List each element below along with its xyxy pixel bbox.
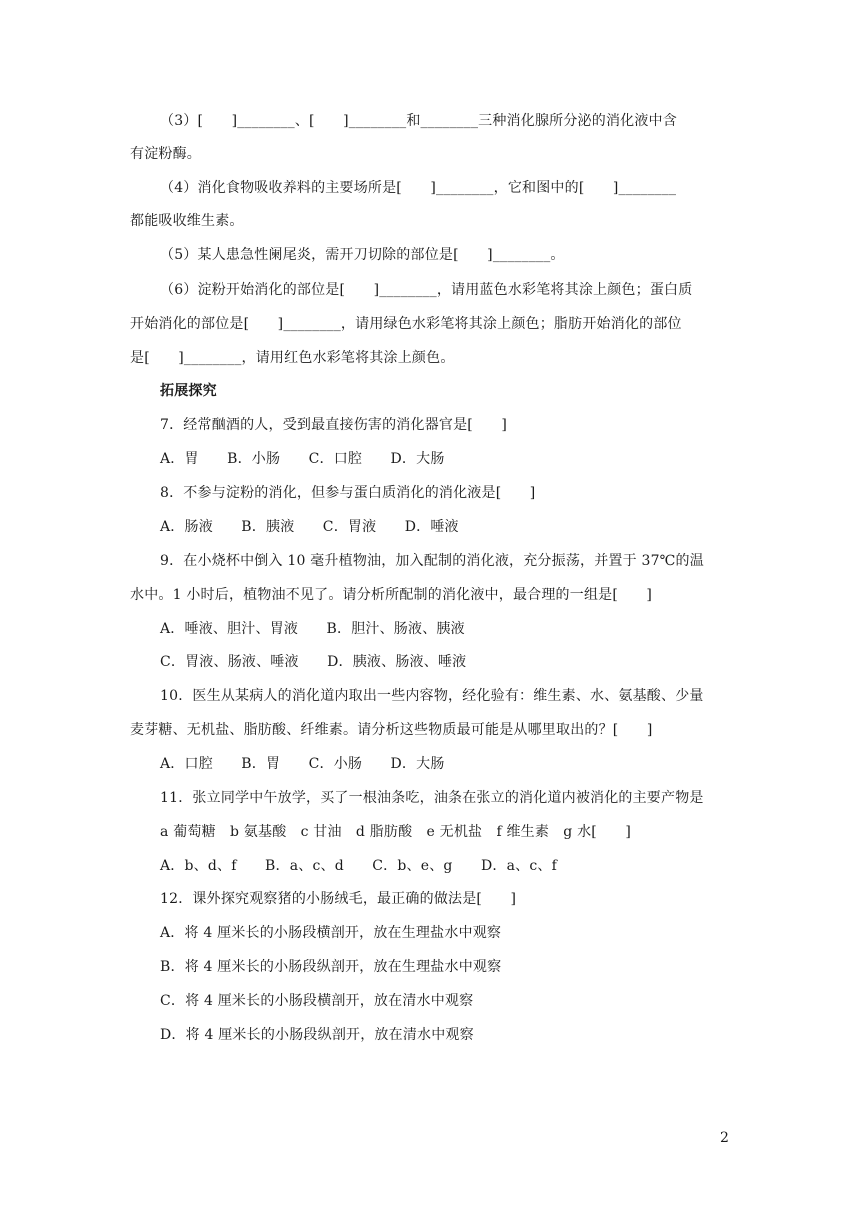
q9-options-row2: C．胃液、肠液、唾液 D．胰液、肠液、唾液 <box>160 654 467 670</box>
q6-part5-line: （5）某人患急性阑尾炎，需开刀切除的部位是[ ]________。 <box>160 247 565 263</box>
q12-option-c: C．将 4 厘米长的小肠段横剖开，放在清水中观察 <box>160 993 474 1009</box>
q8-stem: 8．不参与淀粉的消化，但参与蛋白质消化的消化液是[ ] <box>160 485 536 501</box>
q10-options: A．口腔 B．胃 C．小肠 D．大肠 <box>160 756 445 772</box>
q9-stem-line2: 水中。1 小时后，植物油不见了。请分析所配制的消化液中，最合理的一组是[ ] <box>130 587 653 603</box>
q6-part6-line1: （6）淀粉开始消化的部位是[ ]________，请用蓝色水彩笔将其涂上颜色；蛋白质 <box>160 282 693 298</box>
q11-stem-line1: 11．张立同学中午放学，买了一根油条吃，油条在张立的消化道内被消化的主要产物是 <box>160 790 704 806</box>
q8-options: A．肠液 B．胰液 C．胃液 D．唾液 <box>160 519 459 535</box>
q9-stem-line1: 9．在小烧杯中倒入 10 毫升植物油，加入配制的消化液，充分振荡，并置于 37℃的温 <box>160 553 704 569</box>
q11-options: A．b、d、f B．a、c、d C．b、e、g D．a、c、f <box>160 858 557 874</box>
q12-option-d: D．将 4 厘米长的小肠段纵剖开，放在清水中观察 <box>160 1027 474 1043</box>
q7-options: A．胃 B．小肠 C．口腔 D．大肠 <box>160 451 445 467</box>
q7-stem: 7．经常酗酒的人，受到最直接伤害的消化器官是[ ] <box>160 417 508 433</box>
page-number: 2 <box>720 1130 729 1146</box>
section-heading: 拓展探究 <box>160 383 217 399</box>
q6-part3-line2: 有淀粉酶。 <box>130 146 201 162</box>
q6-part4-line2: 都能吸收维生素。 <box>130 213 244 229</box>
q6-part3-line1: （3）[ ]________、[ ]________和________三种消化腺所分泌的消化液中含 <box>160 113 677 129</box>
q6-part4-line1: （4）消化食物吸收养料的主要场所是[ ]________，它和图中的[ ]________ <box>160 180 677 196</box>
q9-options-row1: A．唾液、胆汁、胃液 B．胆汁、肠液、胰液 <box>160 621 465 637</box>
q12-stem: 12．课外探究观察猪的小肠绒毛，最正确的做法是[ ] <box>160 891 517 907</box>
q12-option-b: B．将 4 厘米长的小肠段纵剖开，放在生理盐水中观察 <box>160 959 502 975</box>
q6-part6-line2: 开始消化的部位是[ ]________，请用绿色水彩笔将其涂上颜色；脂肪开始消化的部位 <box>130 316 682 332</box>
q10-stem-line1: 10．医生从某病人的消化道内取出一些内容物，经化验有：维生素、水、氨基酸、少量 <box>160 688 704 704</box>
q11-stem-line2: a 葡萄糖 b 氨基酸 c 甘油 d 脂肪酸 e 无机盐 f 维生素 g 水[ ] <box>160 824 632 840</box>
q10-stem-line2: 麦芽糖、无机盐、脂肪酸、纤维素。请分析这些物质最可能是从哪里取出的？[ ] <box>130 722 653 738</box>
q12-option-a: A．将 4 厘米长的小肠段横剖开，放在生理盐水中观察 <box>160 925 502 941</box>
q6-part6-line3: 是[ ]________，请用红色水彩笔将其涂上颜色。 <box>130 350 455 366</box>
